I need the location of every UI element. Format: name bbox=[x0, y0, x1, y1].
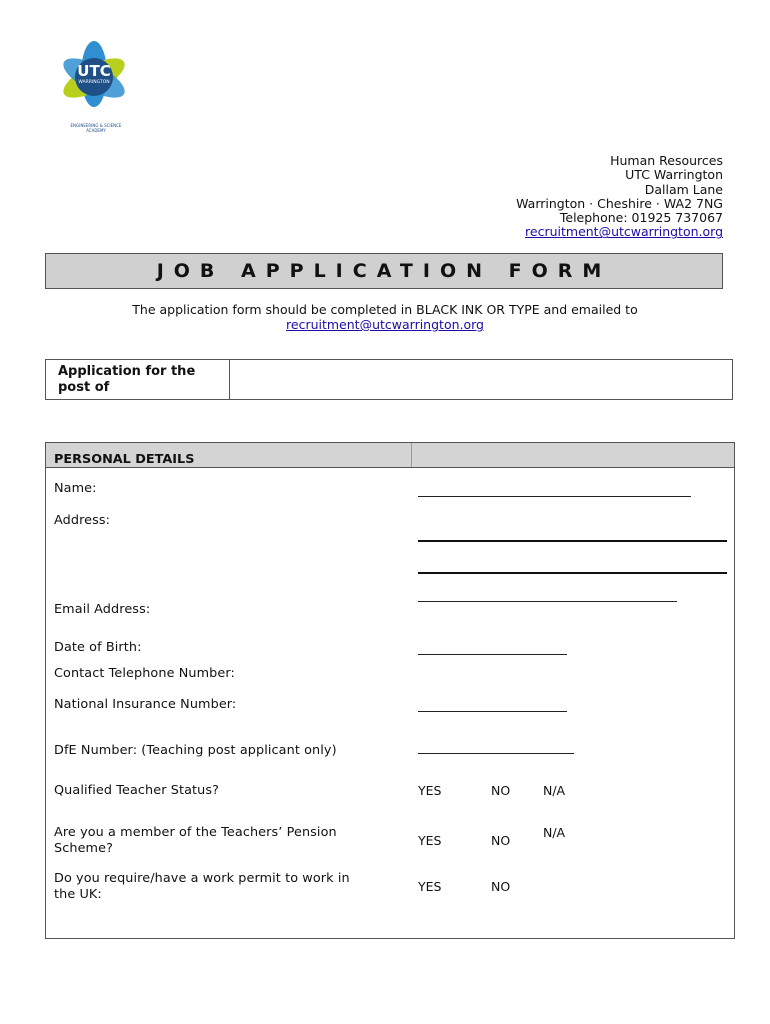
dob-label: Date of Birth: bbox=[54, 640, 142, 655]
qts-label: Qualified Teacher Status? bbox=[54, 783, 220, 798]
post-field[interactable] bbox=[232, 360, 732, 399]
logo-tagline: ENGINEERING & SCIENCE bbox=[70, 123, 122, 128]
permit-yes-option[interactable]: YES bbox=[418, 879, 442, 894]
phone-label: Contact Telephone Number: bbox=[54, 666, 235, 681]
pension-label-line: Are you a member of the Teachers’ Pension bbox=[54, 825, 337, 840]
dfe-field[interactable] bbox=[418, 753, 574, 754]
pension-label-line: Scheme? bbox=[54, 841, 113, 856]
form-title-box bbox=[45, 253, 723, 289]
personal-details-section bbox=[45, 442, 735, 939]
utc-logo bbox=[50, 40, 142, 134]
qts-no-option[interactable]: NO bbox=[491, 783, 511, 798]
dfe-label: DfE Number: (Teaching post applicant only) bbox=[54, 743, 337, 758]
address-field-line-1[interactable] bbox=[418, 540, 727, 542]
permit-label-line: Do you require/have a work permit to work in bbox=[54, 871, 350, 886]
personal-details-title: PERSONAL DETAILS bbox=[54, 452, 195, 467]
pension-no-option[interactable]: NO bbox=[491, 833, 511, 848]
logo-sub: WARRINGTON bbox=[78, 80, 110, 85]
permit-label bbox=[54, 871, 350, 903]
personal-details-header bbox=[46, 443, 734, 468]
address-phone: Telephone: 01925 737067 bbox=[559, 210, 723, 226]
post-label-line: Application for the bbox=[58, 364, 196, 379]
logo-text: UTC bbox=[77, 62, 111, 80]
post-label-line: post of bbox=[58, 379, 110, 395]
ni-field[interactable] bbox=[418, 711, 567, 712]
address-line: Human Resources bbox=[610, 153, 723, 168]
address-field-line-2[interactable] bbox=[418, 572, 727, 574]
pension-yes-option[interactable]: YES bbox=[418, 833, 442, 848]
hr-address bbox=[516, 154, 723, 240]
logo-star-icon bbox=[50, 40, 142, 134]
logo-tagline-2: ACADEMY bbox=[86, 128, 106, 133]
qts-yes-option[interactable]: YES bbox=[418, 783, 442, 798]
ni-label: National Insurance Number: bbox=[54, 697, 237, 712]
permit-label-line: the UK: bbox=[54, 887, 102, 902]
qts-na-option[interactable]: N/A bbox=[543, 783, 566, 798]
pension-na-option[interactable]: N/A bbox=[543, 825, 566, 840]
form-title: JOB APPLICATION FORM bbox=[156, 260, 612, 282]
pension-label bbox=[54, 825, 337, 857]
dob-field[interactable] bbox=[418, 654, 567, 655]
name-field[interactable] bbox=[418, 496, 691, 497]
address-line: UTC Warrington bbox=[625, 167, 723, 183]
post-applied-box bbox=[45, 359, 733, 400]
address-field-line-3[interactable] bbox=[418, 601, 677, 602]
address-line: Dallam Lane bbox=[644, 181, 723, 197]
address-email-link[interactable]: recruitment@utcwarrington.org bbox=[525, 224, 723, 240]
header-divider bbox=[411, 443, 412, 467]
name-label: Name: bbox=[54, 481, 97, 496]
permit-no-option[interactable]: NO bbox=[491, 879, 511, 894]
intro-email-link[interactable]: recruitment@utcwarrington.org bbox=[286, 317, 484, 332]
email-label: Email Address: bbox=[54, 602, 151, 617]
post-label bbox=[46, 360, 230, 399]
address-line: Warrington · Cheshire · WA2 7NG bbox=[516, 195, 723, 211]
intro-text: The application form should be completed in BLACK INK OR TYPE and emailed to bbox=[132, 302, 638, 317]
address-label: Address: bbox=[54, 513, 111, 528]
